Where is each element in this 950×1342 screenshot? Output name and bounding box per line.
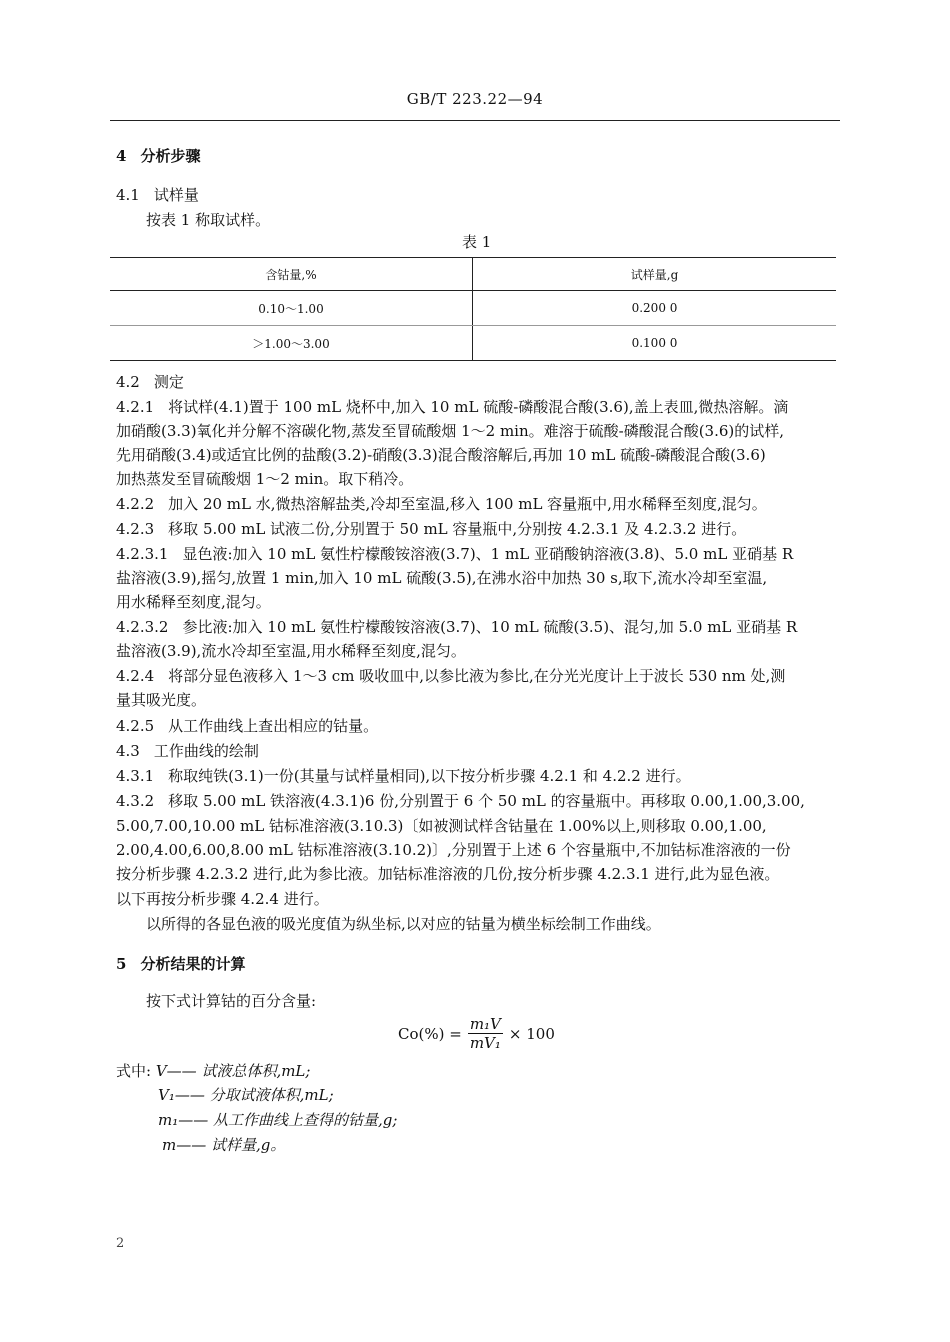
cobalt-formula	[398, 1015, 555, 1052]
s4-3-2-line-4: 按分析步骤 4.2.3.2 进行,此为参比液。加钴标准溶液的几份,按分析步骤 4.2.3.1 进行,此为显色液。	[116, 865, 780, 883]
s4-2-3-1-line-3: 用水稀释至刻度,混匀。	[116, 593, 271, 611]
s4-2-4-number: 4.2.4	[116, 667, 155, 685]
where-prefix: 式中:	[116, 1062, 152, 1080]
s4-2-2-text: 加入 20 mL 水,微热溶解盐类,冷却至室温,移入 100 mL 容量瓶中,用水稀释至刻度,混匀。	[168, 495, 767, 513]
s4-2-4-line-1	[116, 666, 785, 686]
s4-2-3-line	[116, 519, 746, 539]
s4-2-2-number: 4.2.2	[116, 495, 155, 513]
s4-2-1-line-1	[116, 397, 788, 417]
table-1	[110, 257, 836, 361]
var-definition: m₁—— 从工作曲线上查得的钴量,g;	[158, 1111, 398, 1129]
s4-2-3-2-line-2: 盐溶液(3.9),流水冷却至室温,用水稀释至刻度,混匀。	[116, 642, 466, 660]
formula-denominator: mV₁	[469, 1034, 501, 1052]
section-4-number: 4	[116, 147, 127, 165]
s4-2-title: 测定	[153, 373, 184, 391]
section-5-heading	[116, 954, 245, 974]
table-row	[110, 326, 836, 361]
s4-2-5-number: 4.2.5	[116, 717, 155, 735]
s5-intro: 按下式计算钴的百分含量:	[146, 992, 317, 1010]
s4-2-3-1-line-2: 盐溶液(3.9),摇匀,放置 1 min,加入 10 mL 硫酸(3.5),在沸水浴中加热 30 s,取下,流水冷却至室温,	[116, 569, 768, 587]
s4-3-1-text: 称取纯铁(3.1)一份(其量与试样量相同),以下按分析步骤 4.2.1 和 4.2.2 进行。	[168, 767, 691, 785]
s4-1-number: 4.1	[116, 186, 140, 204]
s4-2-5-text: 从工作曲线上查出相应的钴量。	[168, 717, 379, 735]
var-definition: m—— 试样量,g。	[162, 1136, 286, 1154]
s4-3-1-number: 4.3.1	[116, 767, 155, 785]
s4-2-4-text: 将部分显色液移入 1～3 cm 吸收皿中,以参比液为参比,在分光光度计上于波长 530 nm 处,测	[168, 667, 786, 685]
s4-3-2-line-6: 以所得的各显色液的吸光度值为纵坐标,以对应的钴量为横坐标绘制工作曲线。	[146, 915, 661, 933]
s4-2-3-2-number: 4.2.3.2	[116, 618, 169, 636]
s4-3-heading	[116, 741, 259, 761]
header-rule	[110, 120, 840, 121]
s4-2-heading	[116, 372, 184, 392]
s4-2-5-line	[116, 716, 378, 736]
table-header-sample-mass: 试样量,g	[473, 258, 837, 291]
s4-2-3-1-text: 显色液:加入 10 mL 氨性柠檬酸铵溶液(3.7)、1 mL 亚硝酸钠溶液(3.8)、5.0 mL 亚硝基 R	[182, 545, 794, 563]
formula-numerator: m₁V	[469, 1015, 501, 1033]
section-5-title: 分析结果的计算	[140, 955, 246, 973]
s4-3-2-line-2: 5.00,7.00,10.00 mL 钴标准溶液(3.10.3)〔如被测试样含钴量在 1.00%以上,则移取 0.00,1.00,	[116, 817, 767, 835]
s4-2-3-1-line-1	[116, 544, 793, 564]
s4-1-text: 按表 1 称取试样。	[146, 211, 271, 229]
s4-2-number: 4.2	[116, 373, 140, 391]
s4-2-4-line-2: 量其吸光度。	[116, 691, 207, 709]
formula-lhs: Co(%) =	[398, 1024, 462, 1043]
s4-2-1-line-4: 加热蒸发至冒硫酸烟 1～2 min。取下稍冷。	[116, 470, 414, 488]
section-5-number: 5	[116, 955, 127, 973]
table-1-caption: 表 1	[462, 233, 492, 251]
standard-header: GB/T 223.22—94	[406, 90, 544, 108]
s4-3-2-number: 4.3.2	[116, 792, 155, 810]
s4-2-1-number: 4.2.1	[116, 398, 155, 416]
var-definition: V—— 试液总体积,mL;	[155, 1062, 311, 1080]
s4-1-title: 试样量	[153, 186, 199, 204]
s4-2-1-text: 将试样(4.1)置于 100 mL 烧杯中,加入 10 mL 硫酸-磷酸混合酸(3.6),盖上表皿,微热溶解。滴	[168, 398, 789, 416]
formula-rhs: × 100	[508, 1024, 555, 1043]
table-cell: 0.10～1.00	[110, 291, 473, 326]
s4-3-2-text: 移取 5.00 mL 铁溶液(4.3.1)6 份,分别置于 6 个 50 mL 的容量瓶中。再移取 0.00,1.00,3.00,	[168, 792, 805, 810]
table-cell: 0.100 0	[473, 326, 837, 361]
formula-fraction	[468, 1015, 503, 1052]
s4-2-1-line-2: 加硝酸(3.3)氧化并分解不溶碳化物,蒸发至冒硫酸烟 1～2 min。难溶于硫酸-磷酸混合酸(3.6)的试样,	[116, 422, 785, 440]
s4-2-2-line	[116, 494, 767, 514]
s4-3-2-line-3: 2.00,4.00,6.00,8.00 mL 钴标准溶液(3.10.2)〕,分别置于上述 6 个容量瓶中,不加钴标准溶液的一份	[116, 841, 791, 859]
table-header-row	[110, 258, 836, 291]
s4-3-number: 4.3	[116, 742, 140, 760]
page-number: 2	[116, 1236, 125, 1251]
table-header-cobalt-content: 含钴量,%	[110, 258, 473, 291]
section-4-heading	[116, 146, 200, 166]
section-4-title: 分析步骤	[140, 147, 201, 165]
s4-2-3-2-text: 参比液:加入 10 mL 氨性柠檬酸铵溶液(3.7)、10 mL 硫酸(3.5)、混匀,加 5.0 mL 亚硝基 R	[182, 618, 798, 636]
var-definition: V₁—— 分取试液体积,mL;	[158, 1086, 334, 1104]
table-row	[110, 291, 836, 326]
s4-3-2-line-1	[116, 791, 805, 811]
table-cell: 0.200 0	[473, 291, 837, 326]
s4-3-title: 工作曲线的绘制	[153, 742, 259, 760]
s4-2-1-line-3: 先用硝酸(3.4)或适宜比例的盐酸(3.2)-硝酸(3.3)混合酸溶解后,再加 10 mL 硫酸-磷酸混合酸(3.6)	[116, 446, 766, 464]
table-cell: ＞1.00～3.00	[110, 326, 473, 361]
s4-2-3-2-line-1	[116, 617, 797, 637]
s4-2-3-number: 4.2.3	[116, 520, 155, 538]
s4-3-2-line-5: 以下再按分析步骤 4.2.4 进行。	[116, 890, 329, 908]
where-line-1	[116, 1061, 310, 1081]
s4-3-1-line	[116, 766, 691, 786]
s4-1-heading	[116, 185, 199, 205]
s4-2-3-1-number: 4.2.3.1	[116, 545, 169, 563]
s4-2-3-text: 移取 5.00 mL 试液二份,分别置于 50 mL 容量瓶中,分别按 4.2.3.1 及 4.2.3.2 进行。	[168, 520, 747, 538]
